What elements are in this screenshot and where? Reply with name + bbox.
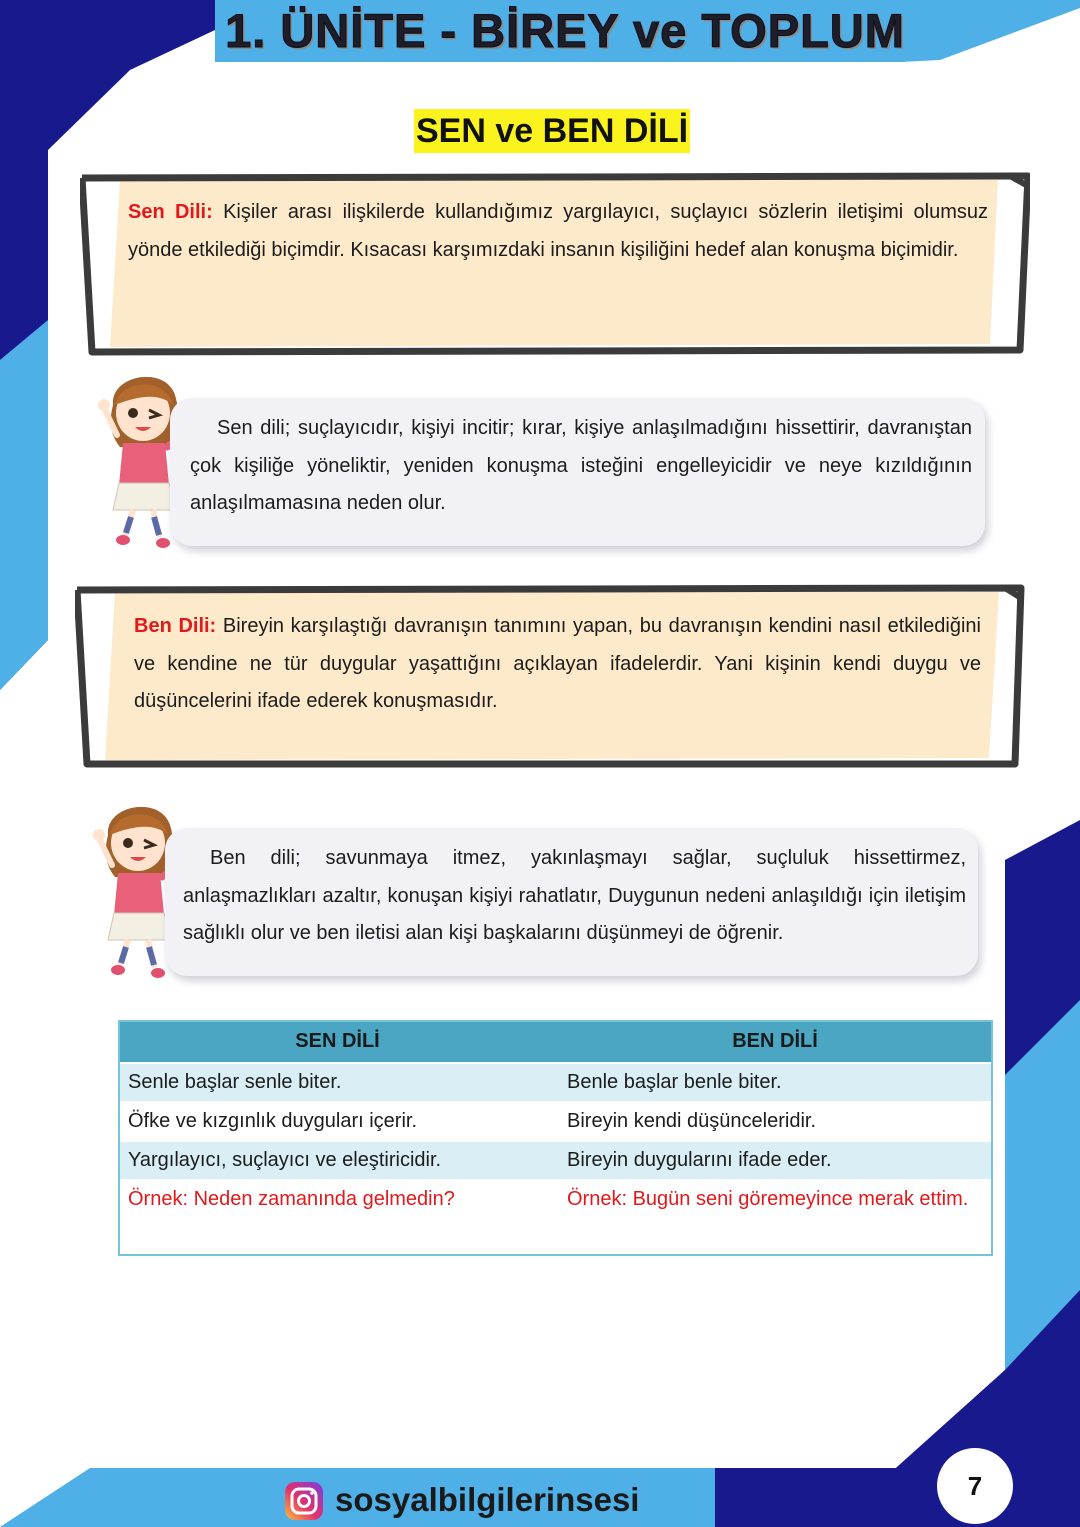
sen-dili-speech: Sen dili; suçlayıcıdır, kişiyi incitir; kırar, kişiye anlaşılmadığını hissettirir, davranıştan çok kişiliğe yöneliktir, yeniden konuşma isteğini engelleyicidir ve neye kızıldığının anlaşılmamasına neden olur. bbox=[190, 417, 972, 514]
table-cell: Bireyin duygularını ifade eder. bbox=[557, 1141, 993, 1180]
example-cell-ben-dili: Örnek: Bugün seni göremeyince merak ettim. bbox=[557, 1180, 993, 1257]
table-cell: Senle başlar senle biter. bbox=[118, 1063, 557, 1102]
column-header-sen-dili: SEN DİLİ bbox=[118, 1020, 557, 1063]
example-cell-sen-dili: Örnek: Neden zamanında gelmedin? bbox=[118, 1180, 557, 1257]
social-handle[interactable]: sosyalbilgilerinsesi bbox=[335, 1481, 640, 1518]
table-row bbox=[118, 1063, 993, 1102]
table-cell: Öfke ve kızgınlık duyguları içerir. bbox=[118, 1102, 557, 1141]
page-number: 7 bbox=[937, 1448, 1013, 1524]
comparison-table bbox=[118, 1020, 993, 1257]
sen-dili-definition-text: Kişiler arası ilişkilerde kullandığımız yargılayıcı, suçlayıcı sözlerin iletişimi olumsuz yönde etkilediği biçimdir. Kısacası karşımızdaki insanın kişiliğini hedef alan konuşma biçimidir. bbox=[128, 201, 988, 261]
sen-dili-term: Sen Dili: bbox=[128, 201, 213, 223]
ben-dili-definition bbox=[134, 608, 981, 721]
table-cell: Bireyin kendi düşünceleridir. bbox=[557, 1102, 993, 1141]
sen-dili-definition-box bbox=[80, 172, 1030, 357]
column-header-ben-dili: BEN DİLİ bbox=[557, 1020, 993, 1063]
table-row bbox=[118, 1102, 993, 1141]
example-row bbox=[118, 1180, 993, 1257]
sen-dili-definition bbox=[128, 194, 988, 269]
table-row bbox=[118, 1141, 993, 1180]
instagram-icon[interactable] bbox=[284, 1481, 324, 1521]
ben-dili-term: Ben Dili: bbox=[134, 615, 217, 637]
ben-dili-speech: Ben dili; savunmaya itmez, yakınlaşmayı sağlar, suçluluk hissettirmez, anlaşmazlıkları azaltır, konuşan kişiyi rahatlatır, Duygunun nedeni anlaşıldığı için iletişim sağlıklı olur ve ben iletisi alan kişi başkalarını düşünmeyi de öğrenir. bbox=[183, 847, 966, 944]
unit-title: 1. ÜNİTE - BİREY ve TOPLUM bbox=[225, 4, 905, 57]
table-header-row bbox=[118, 1020, 993, 1063]
table-cell: Yargılayıcı, suçlayıcı ve eleştiricidir. bbox=[118, 1141, 557, 1180]
table-cell: Benle başlar benle biter. bbox=[557, 1063, 993, 1102]
ben-dili-definition-box bbox=[75, 582, 1025, 770]
ben-dili-definition-text: Bireyin karşılaştığı davranışın tanımını yapan, bu davranışın kendini nasıl etkilediğini ve kendine ne tür duygular yaşattığını açıklayan ifadelerdir. Yani kişinin kendi duygu ve düşüncelerini ifade ederek konuşmasıdır. bbox=[134, 615, 981, 712]
section-title: SEN ve BEN DİLİ bbox=[414, 109, 690, 153]
